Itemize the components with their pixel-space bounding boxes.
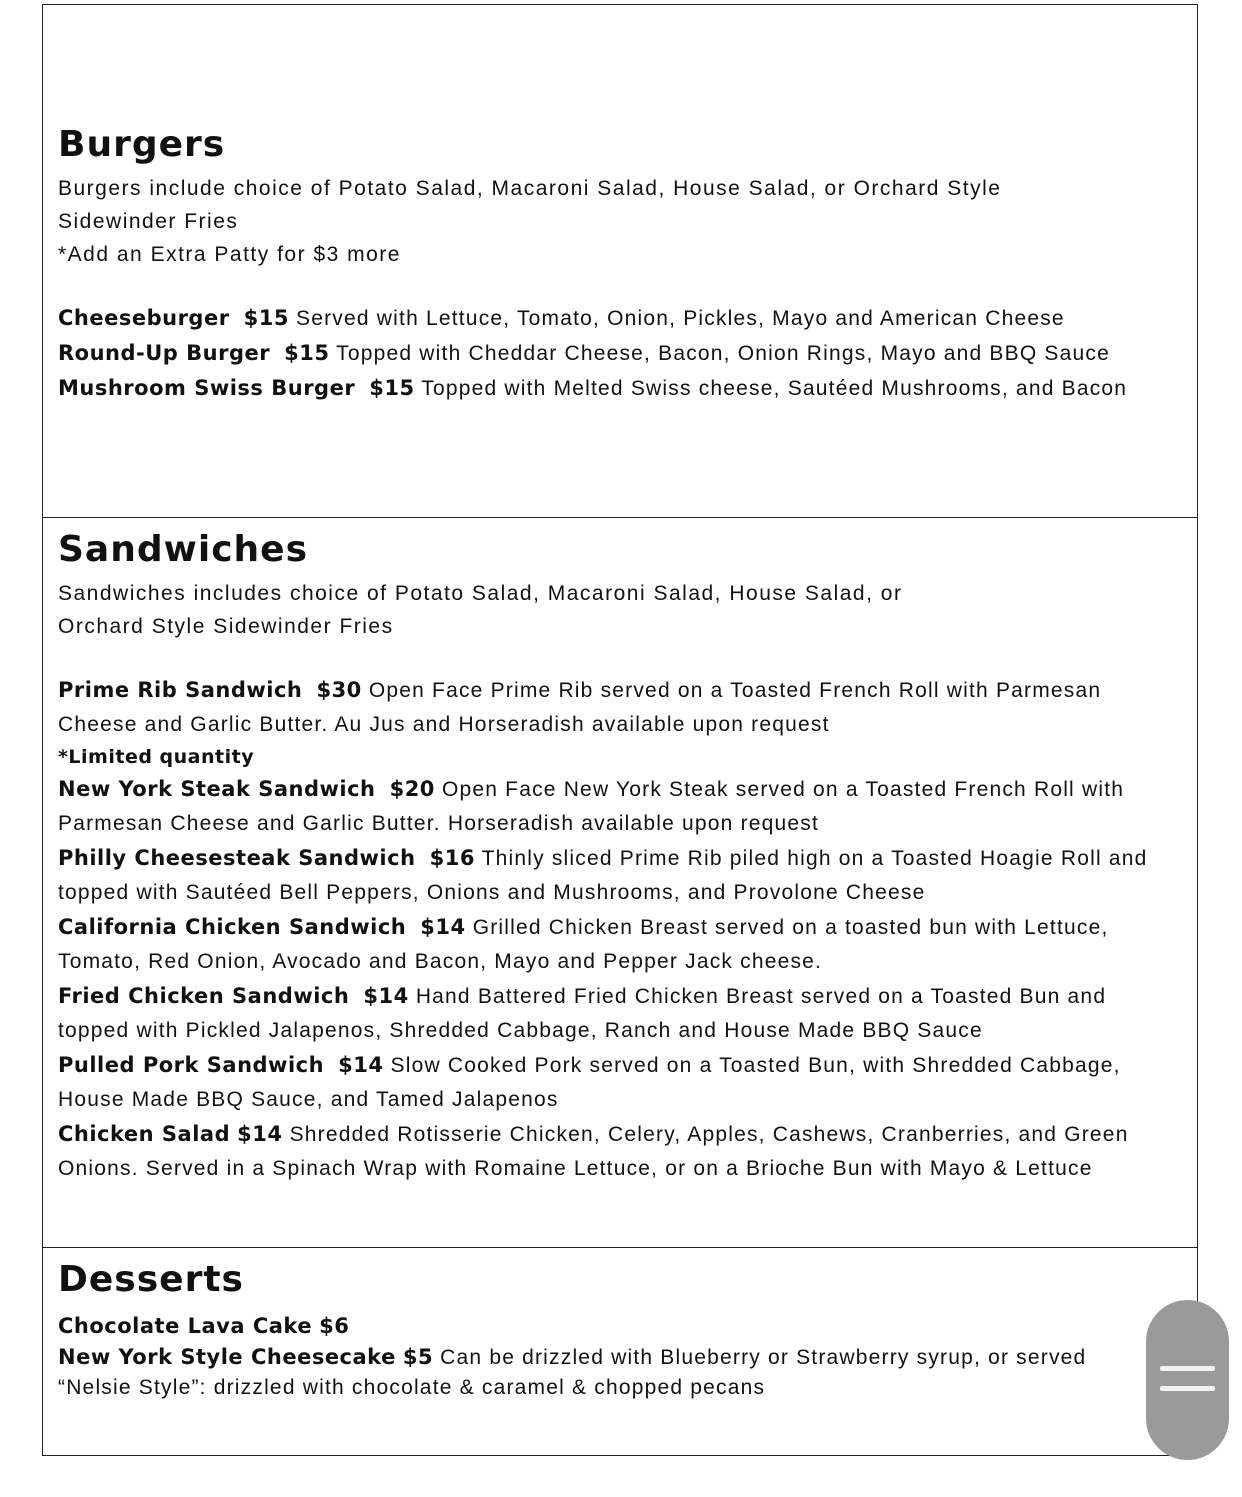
item-description: Can be drizzled with Blueberry or Strawberry syrup, or served “Nelsie Style”: drizzled with chocolate & caramel & chopped pecans bbox=[58, 1346, 1087, 1400]
item-price: $15 bbox=[284, 341, 330, 366]
item-name: Chicken Salad bbox=[58, 1122, 231, 1147]
item-name: Prime Rib Sandwich bbox=[58, 678, 303, 703]
item-name: Round-Up Burger bbox=[58, 341, 271, 366]
item-name: Cheeseburger bbox=[58, 306, 230, 331]
item-description: Topped with Cheddar Cheese, Bacon, Onion Rings, Mayo and BBQ Sauce bbox=[336, 342, 1110, 366]
menu-frame bbox=[42, 4, 1198, 1456]
sandwiches-title: Sandwiches bbox=[58, 529, 309, 570]
menu-item bbox=[58, 371, 1182, 406]
burgers-desc-line1: Burgers include choice of Potato Salad, Macaroni Salad, House Salad, or Orchard Style bbox=[58, 177, 1002, 201]
item-description: Open Face New York Steak served on a Toasted French Roll with Parmesan Cheese and Garlic Butter. Horseradish available upon request bbox=[58, 778, 1125, 836]
item-price: $16 bbox=[429, 846, 475, 871]
desserts-section bbox=[43, 1247, 1197, 1455]
item-price: $20 bbox=[389, 777, 435, 802]
burgers-section bbox=[43, 123, 1197, 517]
menu-item bbox=[58, 1048, 1182, 1117]
sandwiches-desc-line2: Orchard Style Sidewinder Fries bbox=[58, 615, 394, 639]
item-name: Mushroom Swiss Burger bbox=[58, 376, 356, 401]
burgers-title: Burgers bbox=[58, 124, 226, 165]
item-price: $15 bbox=[243, 306, 289, 331]
item-description: Topped with Melted Swiss cheese, Sautéed Mushrooms, and Bacon bbox=[421, 377, 1128, 401]
item-name: Fried Chicken Sandwich bbox=[58, 984, 350, 1009]
desserts-title: Desserts bbox=[58, 1259, 244, 1300]
item-price: $14 bbox=[237, 1122, 283, 1147]
sandwiches-description bbox=[58, 577, 1182, 643]
item-description: Thinly sliced Prime Rib piled high on a Toasted Hoagie Roll and topped with Sautéed Bell Peppers, Onions and Mushrooms, and Provolone Cheese bbox=[58, 847, 1148, 905]
item-description: Grilled Chicken Breast served on a toasted bun with Lettuce, Tomato, Red Onion, Avocado and Bacon, Mayo and Pepper Jack cheese. bbox=[58, 916, 1109, 974]
item-price: $15 bbox=[369, 376, 415, 401]
sandwiches-section bbox=[43, 517, 1197, 1247]
menu-item bbox=[58, 772, 1182, 841]
limited-quantity-note: *Limited quantity bbox=[58, 746, 255, 769]
item-name: Pulled Pork Sandwich bbox=[58, 1053, 325, 1078]
item-price: $14 bbox=[338, 1053, 384, 1078]
item-description: Hand Battered Fried Chicken Breast served on a Toasted Bun and topped with Pickled Jalapenos, Shredded Cabbage, Ranch and House Made BBQ Sauce bbox=[58, 985, 1107, 1043]
menu-item bbox=[58, 301, 1182, 336]
item-price: $6 bbox=[319, 1314, 350, 1339]
item-name: New York Steak Sandwich bbox=[58, 777, 376, 802]
menu-item bbox=[58, 910, 1182, 979]
item-name: Chocolate Lava Cake bbox=[58, 1314, 313, 1339]
item-price: $14 bbox=[420, 915, 466, 940]
item-name: California Chicken Sandwich bbox=[58, 915, 407, 940]
item-price: $5 bbox=[402, 1345, 434, 1370]
menu-item bbox=[58, 841, 1182, 910]
sandwiches-desc-line1: Sandwiches includes choice of Potato Salad, Macaroni Salad, House Salad, or bbox=[58, 582, 903, 606]
burgers-desc-line2: Sidewinder Fries bbox=[58, 210, 239, 234]
item-description: Open Face Prime Rib served on a Toasted French Roll with Parmesan Cheese and Garlic Butter. Au Jus and Horseradish available upon request bbox=[58, 679, 1102, 737]
item-description: Served with Lettuce, Tomato, Onion, Pickles, Mayo and American Cheese bbox=[296, 307, 1065, 331]
menu-item bbox=[58, 979, 1182, 1048]
item-price: $14 bbox=[363, 984, 409, 1009]
menu-item bbox=[58, 1342, 1182, 1403]
item-name: New York Style Cheesecake bbox=[58, 1345, 396, 1370]
menu-item bbox=[58, 1117, 1182, 1186]
burgers-description bbox=[58, 172, 1182, 271]
item-description: Shredded Rotisserie Chicken, Celery, Apples, Cashews, Cranberries, and Green Onions. Served in a Spinach Wrap with Romaine Lettuce, or on a Brioche Bun with Mayo & Lettuce bbox=[58, 1123, 1129, 1181]
menu-item bbox=[58, 673, 1182, 772]
drag-handle[interactable] bbox=[1146, 1300, 1229, 1460]
item-description: Slow Cooked Pork served on a Toasted Bun, with Shredded Cabbage, House Made BBQ Sauce, and Tamed Jalapenos bbox=[58, 1054, 1121, 1112]
item-name: Philly Cheesesteak Sandwich bbox=[58, 846, 416, 871]
item-price: $30 bbox=[316, 678, 362, 703]
menu-item bbox=[58, 1311, 1182, 1342]
burgers-extra-patty-note: *Add an Extra Patty for $3 more bbox=[58, 243, 401, 267]
menu-item bbox=[58, 336, 1182, 371]
